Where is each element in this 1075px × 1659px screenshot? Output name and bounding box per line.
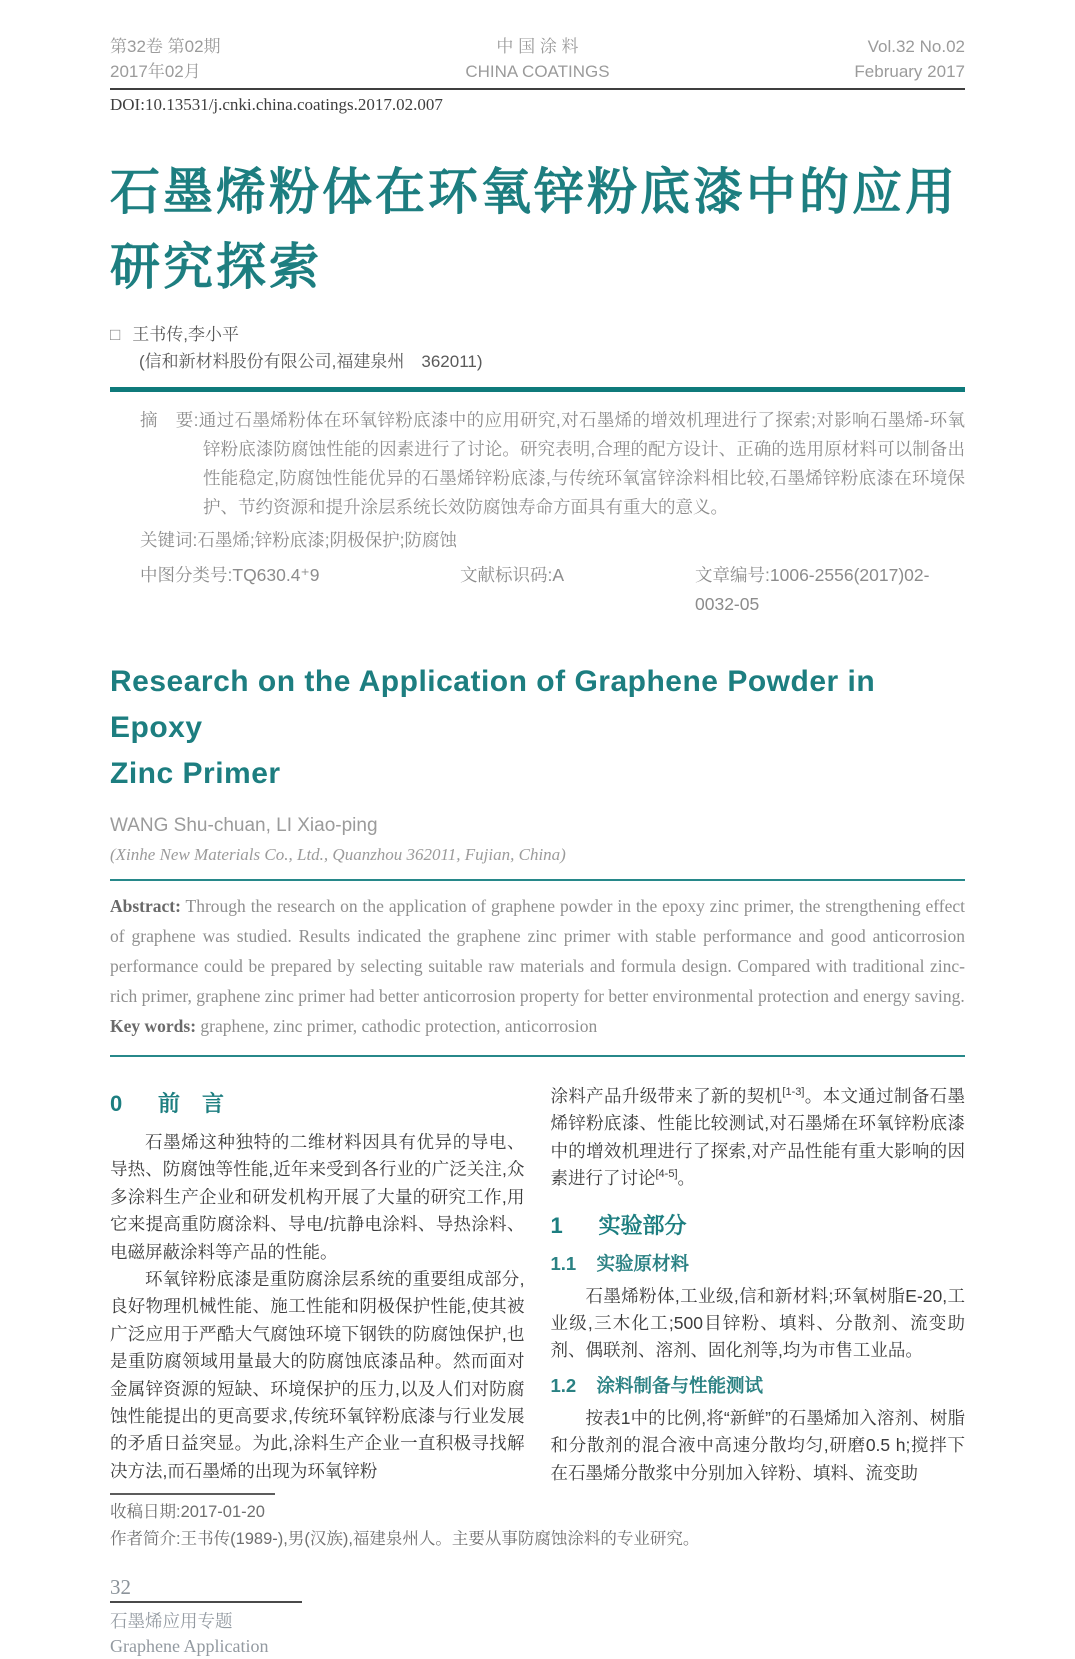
body-columns bbox=[110, 1083, 965, 1487]
abstract-cn-text: 通过石墨烯粉体在环氧锌粉底漆中的应用研究,对石墨烯的增效机理进行了探索;对影响石墨烯-环氧锌粉底漆防腐蚀性能的因素进行了讨论。研究表明,合理的配方设计、正确的选用原材料可以制备出性能稳定,防腐蚀性能优异的石墨烯锌粉底漆,与传统环氧富锌涂料相比较,石墨烯锌粉底漆在环境保护、节约资源和提升涂层系统长效防腐蚀寿命方面具有重大的意义。 bbox=[198, 410, 965, 517]
abstract-en bbox=[110, 891, 965, 1011]
column-topic-cn: 石墨烯应用专题 bbox=[110, 1611, 233, 1632]
section-number: 0 bbox=[110, 1091, 123, 1116]
received-date: 收稿日期:2017-01-20 bbox=[110, 1503, 265, 1522]
article-title-cn bbox=[110, 155, 965, 305]
page-footer bbox=[110, 1575, 965, 1659]
section-number: 1 bbox=[550, 1212, 563, 1238]
header-left bbox=[110, 34, 221, 84]
abstract-cn-label: 摘 要: bbox=[140, 410, 199, 430]
title-en-line2: Zinc Primer bbox=[110, 757, 281, 790]
keywords-cn-label: 关键词: bbox=[140, 530, 198, 550]
doi-line: DOI:10.13531/j.cnki.china.coatings.2017.02.007 bbox=[110, 95, 443, 114]
author-names-cn: 王书传,李小平 bbox=[132, 325, 240, 344]
citation-ref-1-3: [1-3] bbox=[782, 1086, 805, 1099]
article-title-en bbox=[110, 659, 965, 797]
volume-issue-cn: 第32卷 第02期 bbox=[110, 37, 221, 56]
abstract-en-text: Through the research on the application of graphene powder in the epoxy zinc primer, the strengthening effect of graphene was studied. Results indicated the graphene zinc primer with stable performance and good anticorrosion performance could be prepared by selecting suitable raw materials and formula design. Compared with traditional zinc-rich primer, graphene zinc primer had better anticorrosion property for better environmental protection and energy saving. bbox=[110, 896, 965, 1006]
divider-thick-teal bbox=[110, 387, 965, 392]
author-marker-icon: □ bbox=[110, 325, 121, 344]
footnote-divider bbox=[110, 1493, 275, 1495]
authors-cn bbox=[110, 321, 965, 348]
subsection-number: 1.2 bbox=[550, 1374, 577, 1396]
footnote-block bbox=[110, 1493, 965, 1553]
header-center bbox=[465, 34, 609, 84]
affiliation-en: (Xinhe New Materials Co., Ltd., Quanzhou 362011, Fujian, China) bbox=[110, 845, 566, 864]
volume-issue-en: Vol.32 No.02 bbox=[867, 37, 965, 56]
header-right bbox=[854, 34, 965, 84]
clc-number: 中图分类号:TQ630.4⁺9 bbox=[140, 565, 320, 585]
page-number: 32 bbox=[110, 1575, 131, 1600]
keywords-en-label: Key words: bbox=[110, 1016, 197, 1036]
section-heading-1 bbox=[551, 1211, 966, 1241]
affiliation-cn: (信和新材料股份有限公司,福建泉州 362011) bbox=[139, 352, 483, 371]
divider-thin-teal-bottom bbox=[110, 1055, 965, 1057]
keywords-en bbox=[110, 1011, 965, 1041]
keywords-cn bbox=[140, 526, 965, 555]
classification-row bbox=[140, 561, 965, 619]
subsection-heading-1-2 bbox=[551, 1373, 966, 1399]
chinese-meta-block bbox=[110, 406, 965, 619]
subsection-heading-1-1 bbox=[551, 1251, 966, 1277]
right-column bbox=[551, 1083, 966, 1487]
section-heading-0 bbox=[110, 1089, 525, 1119]
journal-name-cn: 中 国 涂 料 bbox=[496, 37, 579, 56]
paragraph-preparation: 按表1中的比例,将“新鲜”的石墨烯加入溶剂、树脂和分散剂的混合液中高速分散均匀,研磨0.5 h;搅拌下在石墨烯分散浆中分别加入锌粉、填料、流变助 bbox=[550, 1407, 965, 1483]
date-cn: 2017年02月 bbox=[110, 62, 201, 81]
subsection-title: 涂料制备与性能测试 bbox=[596, 1374, 764, 1396]
date-en: February 2017 bbox=[854, 62, 965, 81]
paragraph-intro-1: 石墨烯这种独特的二维材料因具有优异的导电、导热、防腐蚀等性能,近年来受到各行业的广泛关注,众多涂料生产企业和研发机构开展了大量的研究工作,用它来提高重防腐涂料、导电/抗静电涂料、导热涂料、电磁屏蔽涂料等产品的性能。 bbox=[110, 1132, 525, 1262]
author-bio: 作者简介:王书传(1989-),男(汉族),福建泉州人。主要从事防腐蚀涂料的专业研究。 bbox=[110, 1530, 700, 1549]
title-en-line1: Research on the Application of Graphene Powder in Epoxy bbox=[110, 665, 876, 744]
subsection-title: 实验原材料 bbox=[596, 1252, 690, 1274]
abstract-en-label: Abstract: bbox=[110, 896, 181, 916]
abstract-cn bbox=[140, 406, 965, 522]
paragraph-materials: 石墨烯粉体,工业级,信和新材料;环氧树脂E-20,工业级,三木化工;500目锌粉、填料、分散剂、流变助剂、偶联剂、溶剂、固化剂等,均为市售工业品。 bbox=[550, 1285, 965, 1361]
title-cn-line1: 石墨烯粉体在环氧锌粉底漆中的应用 bbox=[110, 164, 958, 220]
footer-divider bbox=[110, 1601, 302, 1603]
title-cn-line2: 研究探索 bbox=[110, 239, 322, 295]
document-code: 文献标识码:A bbox=[460, 565, 565, 585]
journal-name-en: CHINA COATINGS bbox=[465, 62, 610, 81]
authors-en: WANG Shu-chuan, LI Xiao-ping bbox=[110, 815, 378, 836]
section-title: 实验部分 bbox=[598, 1212, 687, 1238]
left-column bbox=[110, 1083, 525, 1487]
column-topic-en: Graphene Application bbox=[110, 1636, 269, 1657]
citation-ref-4-5: [4-5] bbox=[655, 1168, 678, 1181]
journal-header bbox=[110, 34, 965, 90]
paragraph-intro-2: 环氧锌粉底漆是重防腐涂层系统的重要组成部分,良好物理机械性能、施工性能和阴极保护性能,使其被广泛应用于严酷大气腐蚀环境下钢铁的防腐蚀保护,也是重防腐领域用量最大的防腐蚀底漆品种。然而面对金属锌资源的短缺、环境保护的压力,以及人们对防腐蚀性能提出的更高要求,传统环氧锌粉底漆与行业发展的矛盾日益突显。为此,涂料生产企业一直积极寻找解决方法,而石墨烯的出现为环氧锌粉 bbox=[110, 1269, 525, 1481]
section-title: 前 言 bbox=[158, 1091, 225, 1116]
divider-thin-teal-top bbox=[110, 879, 965, 881]
paragraph-intro-continued: 涂料产品升级带来了新的契机[1-3]。本文通过制备石墨烯锌粉底漆、性能比较测试,对石墨烯在环氧锌粉底漆中的增效机理进行了探索,对产品性能有重大影响的因素进行了讨论[4-5]。 bbox=[550, 1086, 965, 1189]
keywords-en-text: graphene, zinc primer, cathodic protection, anticorrosion bbox=[196, 1016, 598, 1036]
subsection-number: 1.1 bbox=[550, 1252, 577, 1274]
article-id: 文章编号:1006-2556(2017)02-0032-05 bbox=[695, 565, 930, 614]
keywords-cn-text: 石墨烯;锌粉底漆;阴极保护;防腐蚀 bbox=[197, 530, 457, 550]
